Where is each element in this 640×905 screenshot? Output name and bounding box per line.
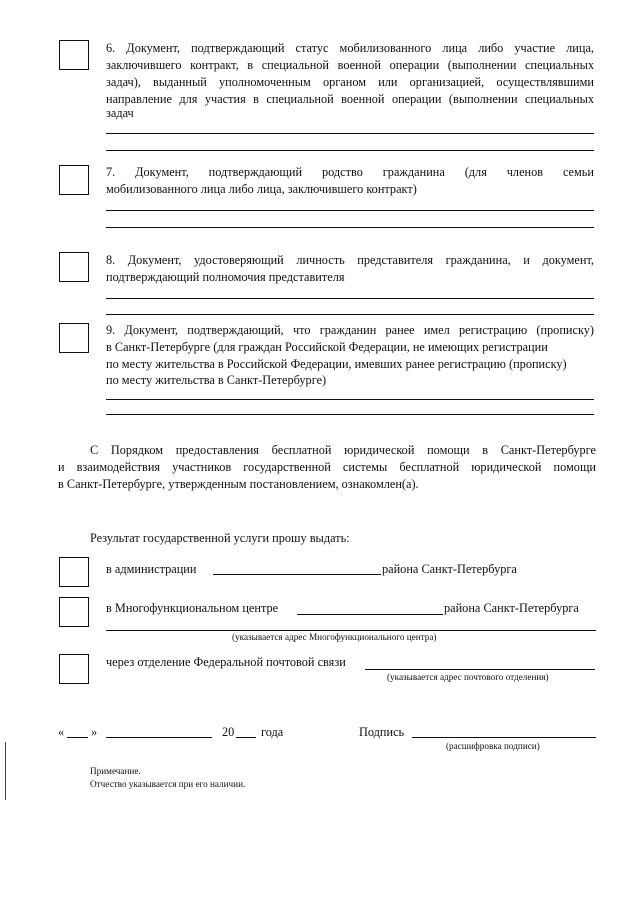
item-7-fill-line-2[interactable] [106, 227, 594, 228]
date-quote-open: « [58, 725, 65, 739]
date-year-line[interactable] [236, 737, 256, 738]
note-title: Примечание. [90, 766, 141, 776]
item-7-line-2: мобилизованного лица либо лица, заключившего контракт) [106, 182, 417, 196]
item-8-fill-line-1[interactable] [106, 298, 594, 299]
item-9-line-2: в Санкт-Петербурге (для граждан Российской Федерации, не имеющих регистрации [106, 340, 548, 354]
option-administration-suffix: района Санкт-Петербурга [382, 562, 517, 576]
option-mfc-label: в Многофункциональном центре [106, 601, 279, 615]
option-post-checkbox[interactable] [59, 654, 89, 684]
scan-edge-mark [5, 742, 6, 800]
item-6-line-4: направление для участия в специальной военной операции (выполнении специальных [106, 92, 594, 106]
option-administration-checkbox[interactable] [59, 557, 89, 587]
item-9-line-3: по месту жительства в Российской Федерации, имевших ранее регистрацию (прописку) [106, 357, 567, 371]
option-mfc-suffix: района Санкт-Петербурга [444, 601, 579, 615]
item-9-fill-line-2[interactable] [106, 414, 594, 415]
item-8-line-1: 8. Документ, удостоверяющий личность представителя гражданина, и документ, [106, 253, 594, 267]
item-9-fill-line-1[interactable] [106, 399, 594, 400]
item-9-checkbox[interactable] [59, 323, 89, 353]
option-mfc-district-line[interactable] [297, 614, 443, 615]
item-6-line-1: 6. Документ, подтверждающий статус мобилизованного лица либо участие лица, [106, 41, 594, 55]
option-administration-district-line[interactable] [213, 574, 381, 575]
item-7-fill-line-1[interactable] [106, 210, 594, 211]
item-6-line-2: заключившего контракт, в специальной военной операции (выполнении специальных [106, 58, 594, 72]
option-post-hint: (указывается адрес почтового отделения) [387, 672, 549, 682]
option-mfc-checkbox[interactable] [59, 597, 89, 627]
date-year-prefix: 20 [222, 725, 235, 739]
note-text: Отчество указывается при его наличии. [90, 779, 246, 789]
item-8-fill-line-2[interactable] [106, 314, 594, 315]
option-post-address-line[interactable] [365, 669, 595, 670]
signature-line[interactable] [412, 737, 596, 738]
item-9-line-4: по месту жительства в Санкт-Петербурге) [106, 373, 327, 387]
item-6-line-3: задач), выданный уполномоченным органом или организацией, осуществлявшими [106, 75, 594, 89]
date-quote-close: » [91, 725, 98, 739]
date-year-suffix: года [261, 725, 284, 739]
item-7-line-1: 7. Документ, подтверждающий родство гражданина (для членов семьи [106, 165, 594, 179]
signature-hint: (расшифровка подписи) [446, 741, 540, 751]
item-8-line-2: подтверждающий полномочия представителя [106, 270, 345, 284]
item-6-checkbox[interactable] [59, 40, 89, 70]
item-9-line-1: 9. Документ, подтверждающий, что гражданин ранее имел регистрацию (прописку) [106, 323, 594, 337]
item-8-checkbox[interactable] [59, 252, 89, 282]
item-6-line-5: задач [106, 106, 134, 120]
option-post-label: через отделение Федеральной почтовой связи [106, 655, 346, 669]
item-6-fill-line-1[interactable] [106, 133, 594, 134]
option-mfc-address-line[interactable] [106, 630, 596, 631]
date-day-line[interactable] [67, 737, 88, 738]
result-heading: Результат государственной услуги прошу выдать: [90, 531, 350, 545]
acknowledgement-line-3: в Санкт-Петербурге, утвержденным постановлением, ознакомлен(а). [58, 477, 419, 491]
item-7-checkbox[interactable] [59, 165, 89, 195]
acknowledgement-line-2: и взаимодействия участников государственной системы бесплатной юридической помощи [58, 460, 596, 474]
acknowledgement-line-1: С Порядком предоставления бесплатной юридической помощи в Санкт-Петербурге [90, 443, 596, 457]
date-month-line[interactable] [106, 737, 212, 738]
item-6-fill-line-2[interactable] [106, 150, 594, 151]
option-administration-label: в администрации [106, 562, 197, 576]
signature-label: Подпись [359, 725, 405, 739]
option-mfc-hint: (указывается адрес Многофункционального центра) [232, 632, 437, 642]
